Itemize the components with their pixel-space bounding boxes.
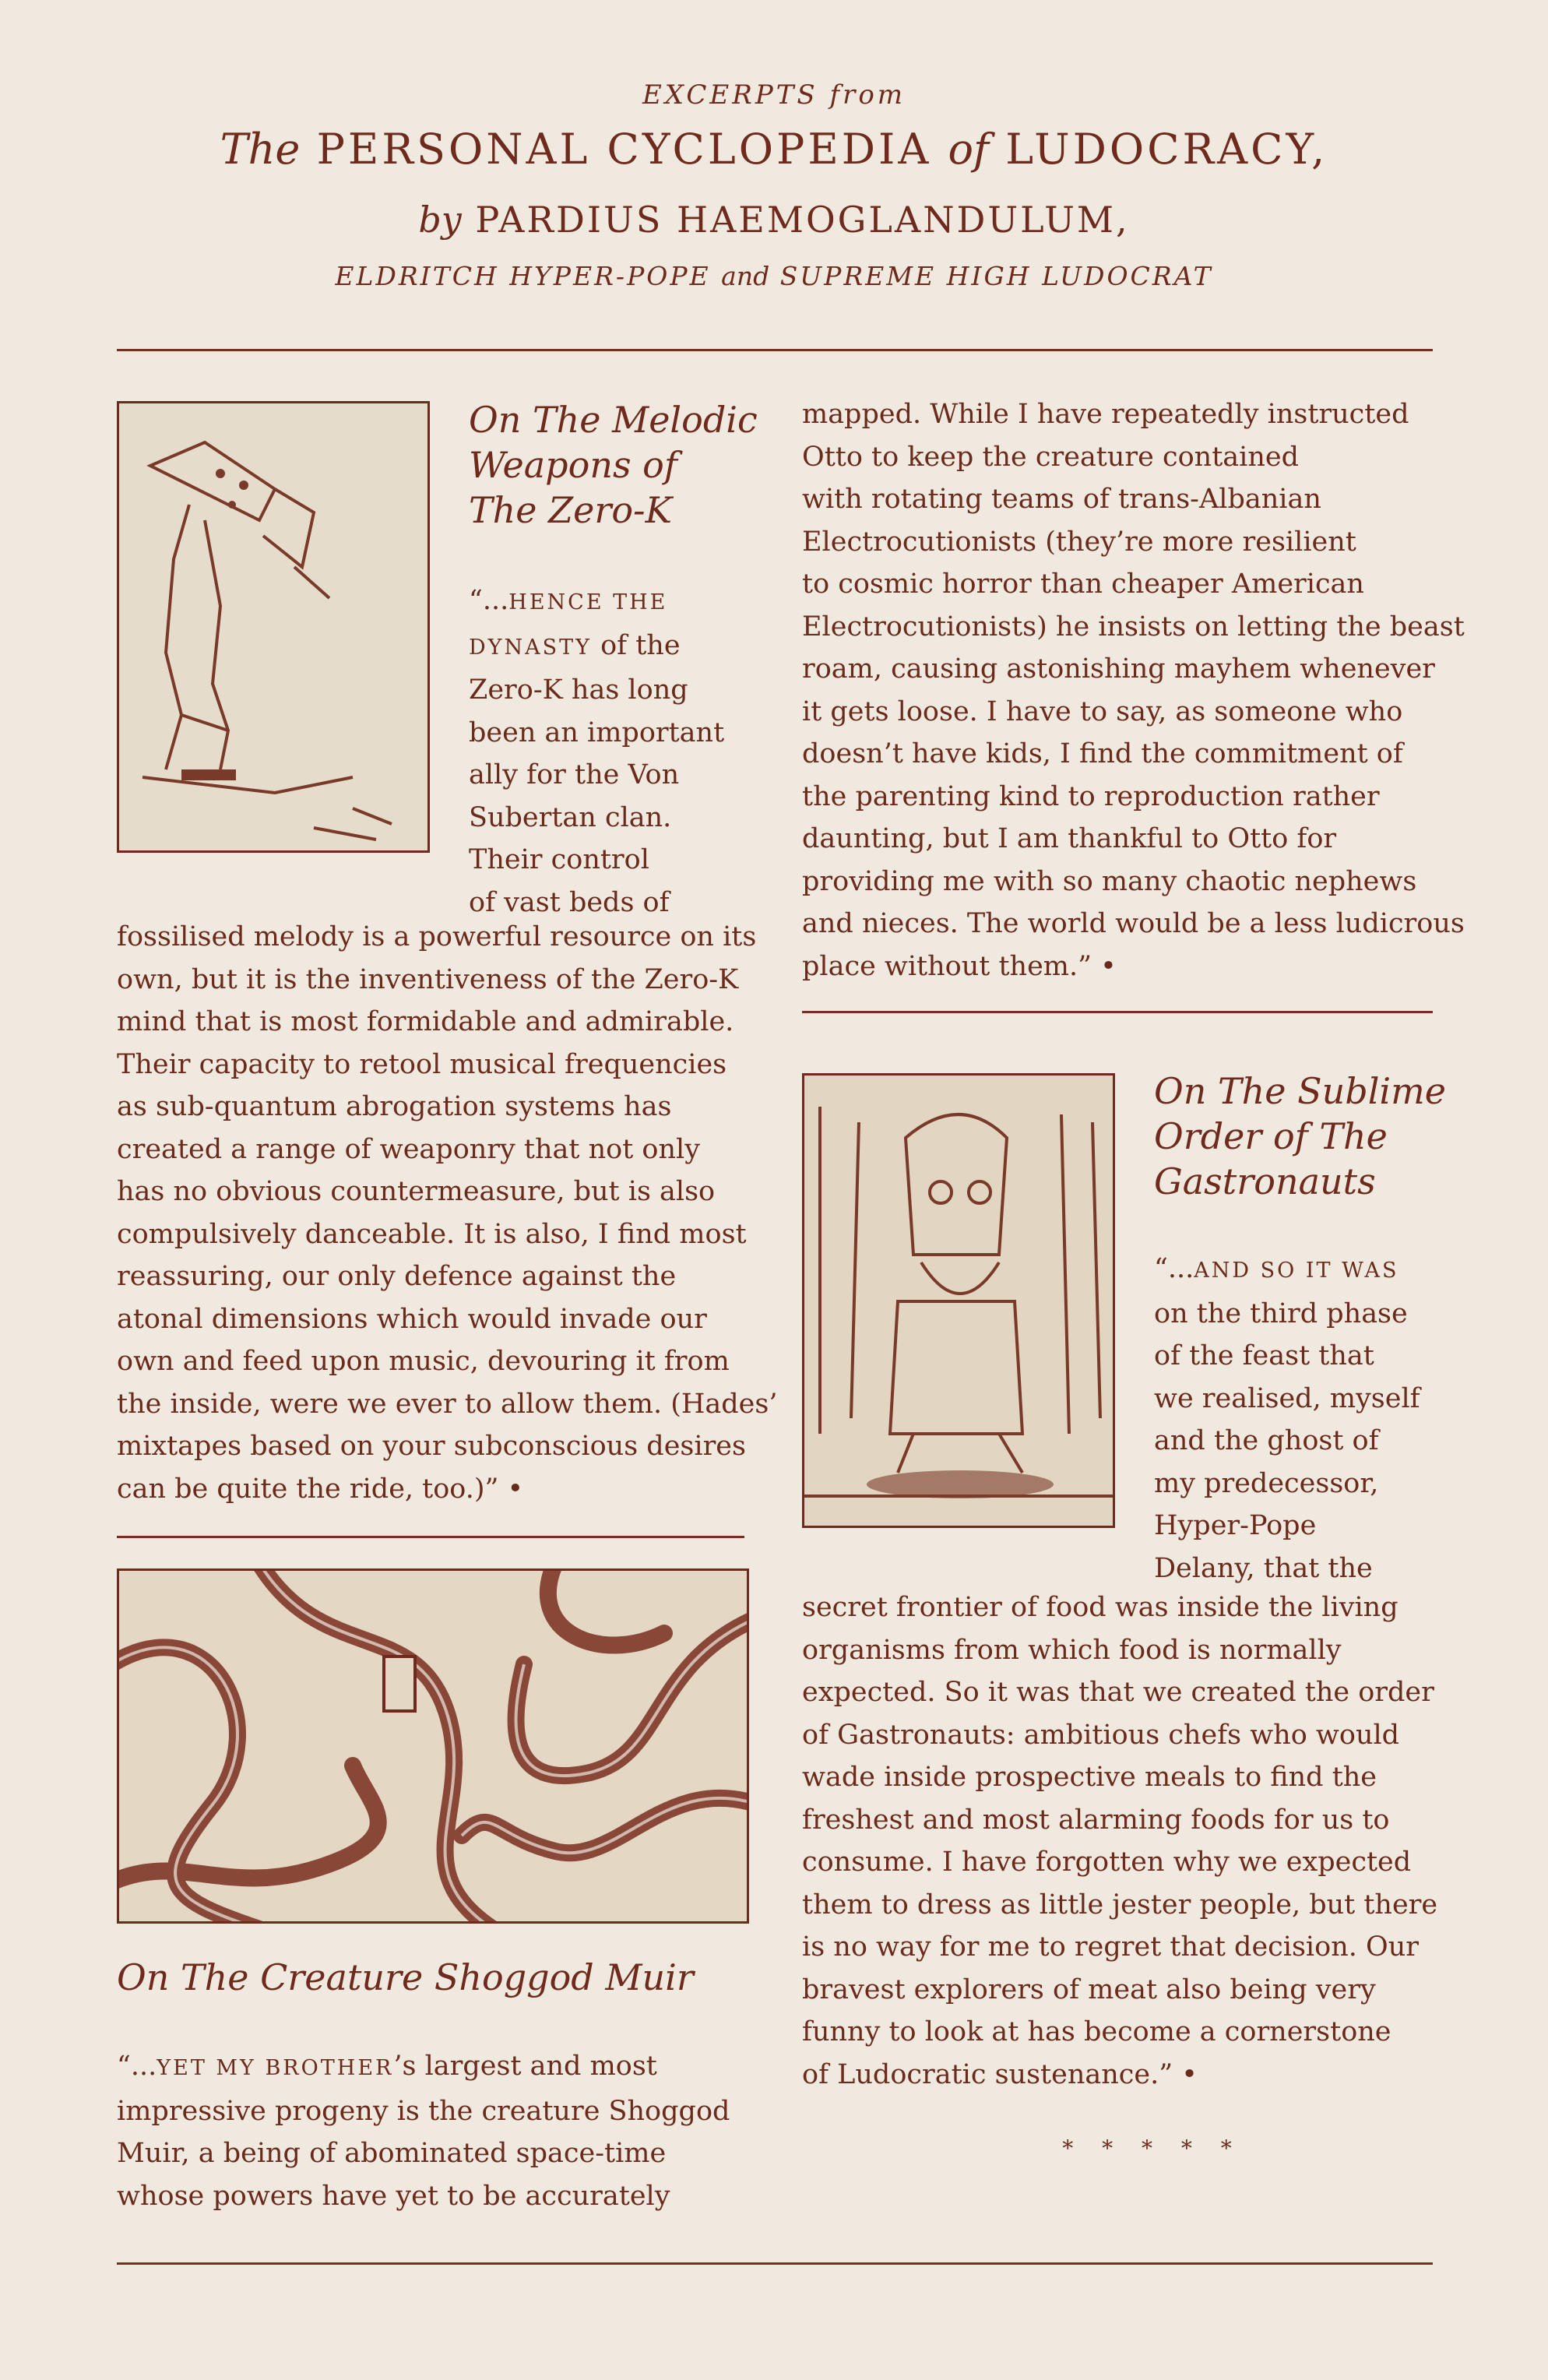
lead-smallcaps: YET MY BROTHER [157,2056,394,2080]
author-role [0,261,1548,291]
gastronauts-illustration [802,1073,1115,1528]
section-divider [802,1011,1433,1013]
zero-k-narrow-text [469,579,724,924]
text-line: of Ludocratic sustenance.” • [802,2058,1198,2090]
text-line: mind that is most formidable and admirable. [117,1006,734,1037]
lead-quote: “... [469,585,509,616]
zero-k-heading-line: Weapons of [469,444,677,486]
text-line: on the third phase [1154,1297,1408,1329]
text-line: Otto to keep the creature contained [802,441,1299,473]
text-line: wade inside prospective meals to find the [802,1762,1377,1793]
gastronauts-heading-line: Gastronauts [1154,1160,1376,1202]
lead-quote: “... [117,2051,157,2082]
zero-k-figure-image [119,403,427,850]
text-line: atonal dimensions which would invade our [117,1303,707,1335]
text-line: Subertan clan. [469,801,672,833]
text-line: of the [600,629,681,661]
text-line: can be quite the ride, too.)” • [117,1473,524,1505]
zero-k-heading-line: The Zero-K [469,489,672,531]
text-line: of the feast that [1154,1340,1374,1371]
text-line: we realised, myself [1154,1382,1420,1414]
text-line: ’s largest and most [393,2051,657,2082]
text-line: Their control [469,844,649,875]
lead-smallcaps: HENCE THE [508,590,668,614]
gastronauts-heading-line: Order of The [1154,1115,1388,1157]
tentacles-image [119,1571,747,1921]
footer-divider [117,2262,1433,2265]
text-line: Zero-K has long [469,674,688,706]
text-line: reassuring, our only defence against the [117,1261,677,1292]
text-line: fossilised melody is a powerful resource on its [117,921,757,952]
text-line: created a range of weaponry that not only [117,1133,700,1165]
text-line: own, but it is the inventiveness of the Zero-K [117,963,739,995]
text-line: is no way for me to regret that decision. Our [802,1931,1419,1963]
text-line: of Gastronauts: ambitious chefs who would [802,1719,1400,1751]
text-line: has no obvious countermeasure, but is also [117,1176,716,1207]
gastronauts-wide-text [802,1586,1437,2096]
text-line: compulsively danceable. It is also, I find most [117,1218,747,1250]
header-divider [117,349,1433,351]
shoggod-heading: On The Creature Shoggod Muir [117,1956,694,1998]
text-line: Electrocutionists) he insists on letting the beast [802,611,1465,643]
text-line: roam, causing astonishing mayhem whenever [802,653,1435,685]
text-line: secret frontier of food was inside the living [802,1592,1398,1623]
text-line: organisms from which food is normally [802,1634,1342,1666]
author-by: by [418,199,462,241]
zero-k-heading-line: On The Melodic [469,399,758,441]
page-title [0,125,1548,174]
text-line: ally for the Von [469,759,680,790]
text-line: own and feed upon music, devouring it from [117,1346,730,1377]
text-line: them to dress as little jester people, but there [802,1889,1438,1921]
text-line: funny to look at has become a cornerstone [802,2016,1391,2047]
header-excerpts: EXCERPTS from [642,79,906,111]
text-line: doesn’t have kids, I find the commitment of [802,738,1403,769]
title-end: LUDOCRACY, [1005,125,1328,174]
lead-quote: “... [1154,1253,1194,1284]
section-divider [117,1536,744,1538]
zero-k-lead-line [469,625,724,670]
role-a: ELDRITCH HYPER-POPE [335,261,711,291]
role-and: and [721,261,770,291]
lead-smallcaps: AND SO IT WAS [1194,1259,1399,1283]
title-of: of [948,125,990,174]
gastronauts-heading-line: On The Sublime [1154,1070,1446,1112]
role-b: SUPREME HIGH LUDOCRAT [779,261,1213,291]
continued-text [802,393,1465,988]
title-main: PERSONAL CYCLOPEDIA [316,125,932,174]
zero-k-lead-line [469,579,724,625]
author-line [0,199,1548,241]
text-line: place without them.” • [802,950,1117,982]
text-line: with rotating teams of trans-Albanian [802,484,1321,515]
text-line: and nieces. The world would be a less ludicrous [802,908,1465,939]
text-line: Delany, that the [1154,1552,1373,1584]
gastronauts-narrow-text [1154,1248,1420,1590]
zero-k-wide-text [117,916,777,1510]
text-line: providing me with so many chaotic nephews [802,865,1417,897]
text-line: to cosmic horror than cheaper American [802,569,1364,600]
text-line: it gets loose. I have to say, as someone who [802,695,1403,727]
zero-k-heading [469,397,758,533]
text-line: my predecessor, [1154,1467,1379,1499]
shoggod-lead-line [117,2045,730,2090]
text-line: impressive progeny is the creature Shoggod [117,2095,730,2127]
gastronauts-heading [1154,1069,1446,1204]
text-line: Hyper-Pope [1154,1510,1317,1541]
text-line: of vast beds of [469,886,670,918]
text-line: and the ghost of [1154,1425,1379,1456]
text-line: the parenting kind to reproduction rather [802,780,1380,812]
text-line: freshest and most alarming foods for us to [802,1804,1390,1836]
text-line: been an important [469,716,725,748]
section-stars: * * * * * [1062,2135,1243,2161]
lead-smallcaps: DYNASTY [469,635,592,660]
text-line: daunting, but I am thankful to Otto for [802,823,1337,854]
text-line: consume. I have forgotten why we expected [802,1847,1412,1878]
text-line: expected. So it was that we created the order [802,1677,1434,1708]
text-line: Electrocutionists (they’re more resilient [802,526,1356,558]
gastronauts-lead-line [1154,1248,1420,1293]
shoggod-text [117,2045,730,2217]
text-line: mapped. While I have repeatedly instructed [802,399,1409,430]
text-line: bravest explorers of meat also being very [802,1973,1376,2005]
text-line: whose powers have yet to be accurately [117,2180,670,2212]
text-line: mixtapes based on your subconscious desires [117,1431,746,1462]
zero-k-illustration [117,401,430,853]
text-line: the inside, were we ever to allow them. (Hades’ [117,1388,778,1420]
jester-chef-image [804,1076,1113,1526]
text-line: as sub-quantum abrogation systems has [117,1091,672,1122]
shoggod-illustration [117,1568,749,1924]
title-the: The [220,125,301,174]
text-line: Muir, a being of abominated space-time [117,2138,667,2169]
text-line: Their capacity to retool musical frequencies [117,1048,727,1080]
author-name: PARDIUS HAEMOGLANDULUM, [475,199,1130,241]
